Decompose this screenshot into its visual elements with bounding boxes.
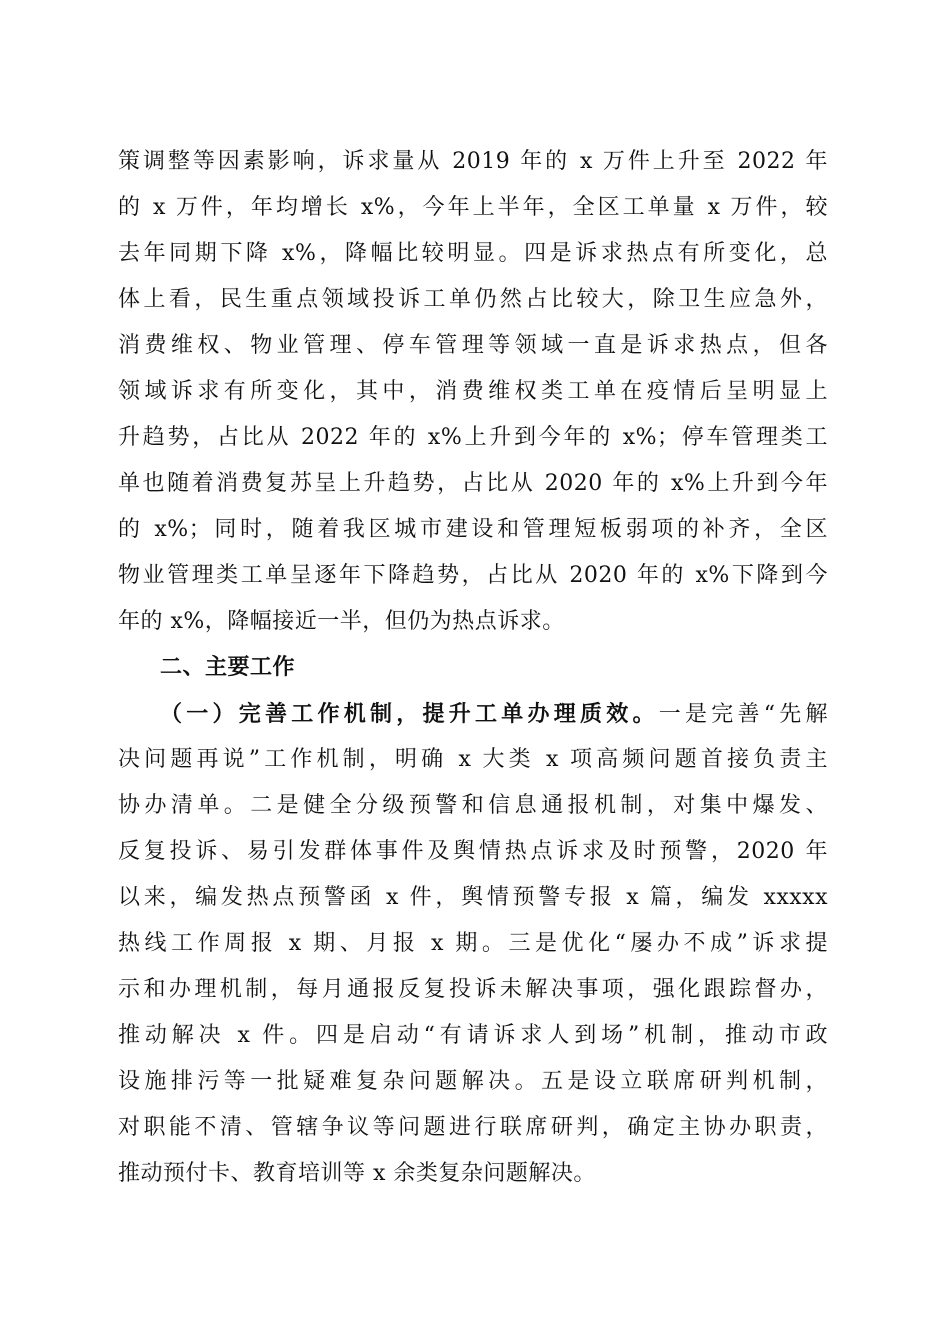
paragraph-line: 的 x 万件，年均增长 x%，今年上半年，全区工单量 x 万件，较 <box>118 195 828 220</box>
paragraph-line: 对职能不清、管辖争议等问题进行联席研判，确定主协办职责， <box>118 1115 828 1140</box>
paragraph-line: 设施排污等一批疑难复杂问题解决。五是设立联席研判机制， <box>118 1069 828 1094</box>
paragraph-line: 体上看，民生重点领域投诉工单仍然占比较大，除卫生应急外， <box>118 287 828 312</box>
paragraph-line: 物业管理类工单呈逐年下降趋势，占比从 2020 年的 x%下降到今 <box>118 563 828 588</box>
paragraph-line: 年的 x%，降幅接近一半，但仍为热点诉求。 <box>118 609 565 634</box>
paragraph-line: 升趋势，占比从 2022 年的 x%上升到今年的 x%；停车管理类工 <box>118 425 828 450</box>
paragraph-line: 示和办理机制，每月通报反复投诉未解决事项，强化跟踪督办， <box>118 977 828 1002</box>
subsection-heading: （一）完善工作机制，提升工单办理质效。 <box>160 701 659 727</box>
subsection-first-line-text: 一是完善“先解 <box>658 702 828 727</box>
paragraph-line: 热线工作周报 x 期、月报 x 期。三是优化“屡办不成”诉求提 <box>118 931 828 956</box>
paragraph-line: 推动预付卡、教育培训等 x 余类复杂问题解决。 <box>118 1161 596 1186</box>
paragraph-line: 领域诉求有所变化，其中，消费维权类工单在疫情后呈明显上 <box>118 379 828 404</box>
paragraph-line: 的 x%；同时，随着我区城市建设和管理短板弱项的补齐，全区 <box>118 517 828 542</box>
paragraph-line: 去年同期下降 x%，降幅比较明显。四是诉求热点有所变化，总 <box>118 241 828 266</box>
paragraph-line: 单也随着消费复苏呈上升趋势，占比从 2020 年的 x%上升到今年 <box>118 471 828 496</box>
paragraph-line: 决问题再说”工作机制，明确 x 大类 x 项高频问题首接负责主 <box>118 747 828 772</box>
paragraph-line: 推动解决 x 件。四是启动“有请诉求人到场”机制，推动市政 <box>118 1023 828 1048</box>
paragraph-line: 协办清单。二是健全分级预警和信息通报机制，对集中爆发、 <box>118 793 828 818</box>
section-heading: 二、主要工作 <box>160 655 296 680</box>
paragraph-line: 以来，编发热点预警函 x 件，舆情预警专报 x 篇，编发 xxxxx <box>118 885 828 910</box>
paragraph-line: 反复投诉、易引发群体事件及舆情热点诉求及时预警，2020 年 <box>118 839 828 864</box>
paragraph-line: 消费维权、物业管理、停车管理等领域一直是诉求热点，但各 <box>118 333 828 358</box>
subsection-first-line <box>160 694 828 734</box>
paragraph-line: 策调整等因素影响，诉求量从 2019 年的 x 万件上升至 2022 年 <box>118 149 828 174</box>
